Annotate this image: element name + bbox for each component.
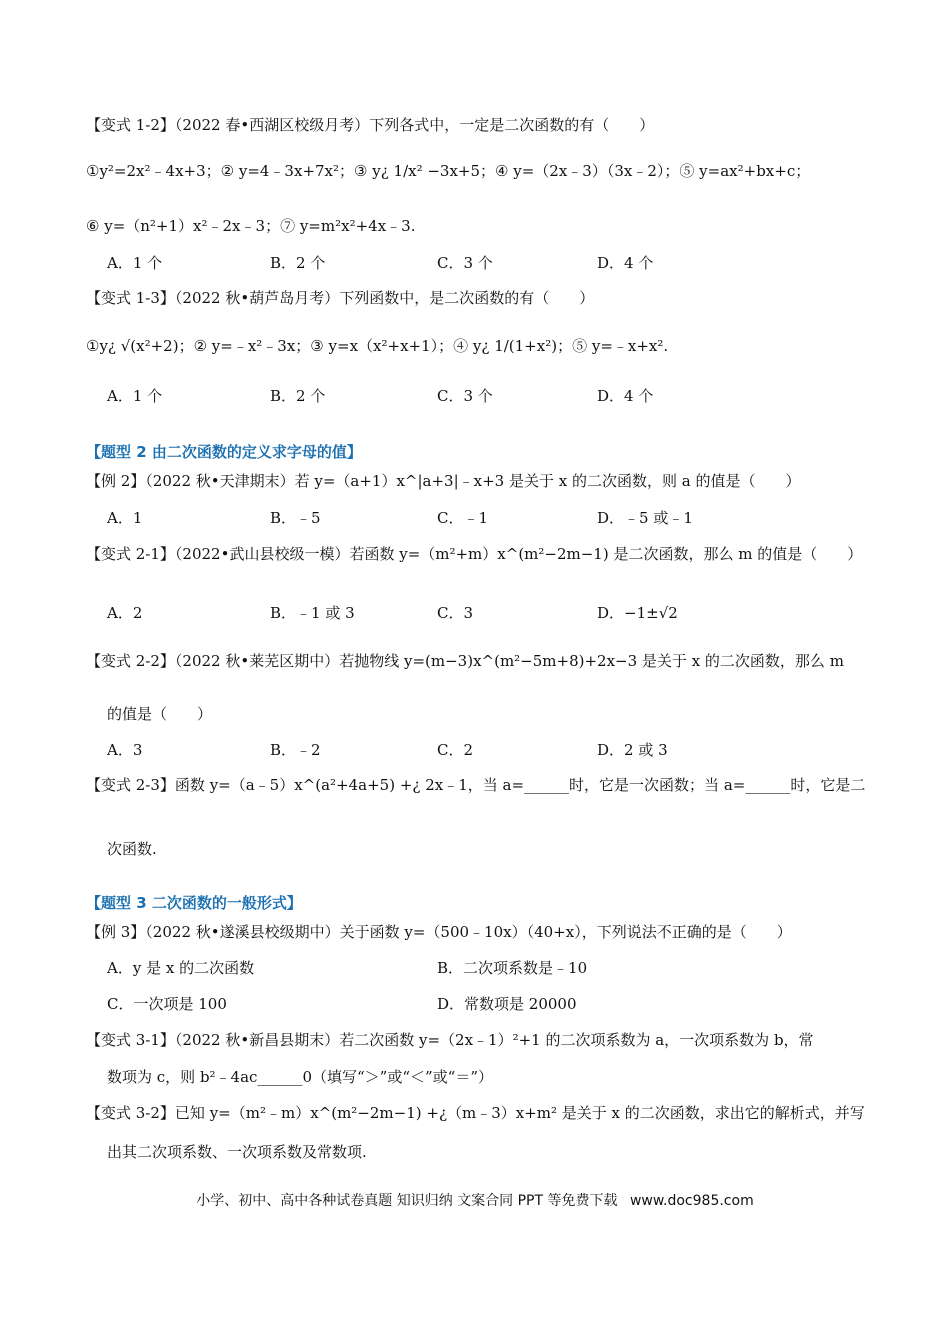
v13-formulas: ①y¿ √(x²+2)；② y=﹣x²﹣3x；③ y=x（x²+x+1）；④ y¿ 1/(1+x²)；⑤ y=﹣x+x². [86, 337, 669, 355]
v22-option-c: C．2 [437, 741, 474, 759]
v22-stem: 【变式 2-2】（2022 秋•莱芜区期中）若抛物线 y=(m−3)x^(m²−5m+8)+2x−3 是关于 x 的二次函数，那么 m [86, 652, 844, 670]
v23-stem: 【变式 2-3】函数 y=（a﹣5）x^(a²+4a+5) +¿ 2x﹣1，当 a=______时，它是一次函数；当 a=______时，它是二 [86, 776, 866, 794]
v21-option-c: C．3 [437, 604, 474, 622]
v21-option-a: A．2 [107, 604, 143, 622]
v13-option-a: A．1 个 [107, 387, 163, 405]
v12-formulas-2: ⑥ y=（n²+1）x²﹣2x﹣3；⑦ y=m²x²+4x﹣3. [86, 217, 416, 235]
section-heading-2: 【题型 2 由二次函数的定义求字母的值】 [86, 443, 362, 461]
v31-stem: 【变式 3-1】（2022 秋•新昌县期末）若二次函数 y=（2x﹣1）²+1 的二次项系数为 a，一次项系数为 b，常 [86, 1031, 814, 1049]
v12-option-a: A．1 个 [107, 254, 163, 272]
v23-stem-cont: 次函数. [107, 840, 157, 858]
v13-option-b: B．2 个 [270, 387, 326, 405]
v12-option-b: B．2 个 [270, 254, 326, 272]
v21-stem: 【变式 2-1】（2022•武山县校级一模）若函数 y=（m²+m）x^(m²−2m−1) 是二次函数，那么 m 的值是（ ） [86, 545, 863, 563]
v21-option-b: B．﹣1 或 3 [270, 604, 355, 622]
e3-option-a: A．y 是 x 的二次函数 [107, 959, 255, 977]
v22-option-d: D．2 或 3 [597, 741, 668, 759]
v13-option-d: D．4 个 [597, 387, 654, 405]
v12-stem: 【变式 1-2】（2022 春•西湖区校级月考）下列各式中，一定是二次函数的有（ ） [86, 116, 655, 134]
v13-option-c: C．3 个 [437, 387, 493, 405]
section-heading-3: 【题型 3 二次函数的一般形式】 [86, 894, 302, 912]
footer-text: 小学、初中、高中各种试卷真题 知识归纳 文案合同 PPT 等免费下载 [196, 1193, 618, 1209]
page-footer [0, 1190, 950, 1210]
v22-option-b: B．﹣2 [270, 741, 321, 759]
v32-stem-cont: 出其二次项系数、一次项系数及常数项. [107, 1143, 367, 1161]
v32-stem: 【变式 3-2】已知 y=（m²﹣m）x^(m²−2m−1) +¿（m﹣3）x+m² 是关于 x 的二次函数，求出它的解析式，并写 [86, 1104, 865, 1122]
v13-stem: 【变式 1-3】（2022 秋•葫芦岛月考）下列函数中，是二次函数的有（ ） [86, 289, 595, 307]
e2-stem: 【例 2】（2022 秋•天津期末）若 y=（a+1）x^|a+3|﹣x+3 是关于 x 的二次函数，则 a 的值是（ ） [86, 472, 801, 490]
v22-stem-cont: 的值是（ ） [107, 705, 213, 723]
v21-option-d: D．−1±√2 [597, 604, 678, 622]
e3-stem: 【例 3】（2022 秋•遂溪县校级期中）关于函数 y=（500﹣10x）（40+x），下列说法不正确的是（ ） [86, 923, 792, 941]
e3-option-c: C．一次项是 100 [107, 995, 227, 1013]
v31-stem-cont: 数项为 c，则 b²﹣4ac______0（填写“＞”或“＜”或“＝”） [107, 1068, 493, 1086]
e2-option-b: B．﹣5 [270, 509, 321, 527]
v12-formulas-1: ①y²=2x²﹣4x+3；② y=4﹣3x+7x²；③ y¿ 1/x² −3x+5；④ y=（2x﹣3）（3x﹣2）；⑤ y=ax²+bx+c； [86, 162, 811, 180]
v12-option-c: C．3 个 [437, 254, 493, 272]
e3-option-d: D．常数项是 20000 [437, 995, 577, 1013]
e3-option-b: B．二次项系数是﹣10 [437, 959, 588, 977]
e2-option-a: A．1 [107, 509, 143, 527]
footer-url[interactable]: www.doc985.com [629, 1193, 754, 1209]
v22-option-a: A．3 [107, 741, 143, 759]
e2-option-d: D．﹣5 或﹣1 [597, 509, 693, 527]
e2-option-c: C．﹣1 [437, 509, 489, 527]
v12-option-d: D．4 个 [597, 254, 654, 272]
